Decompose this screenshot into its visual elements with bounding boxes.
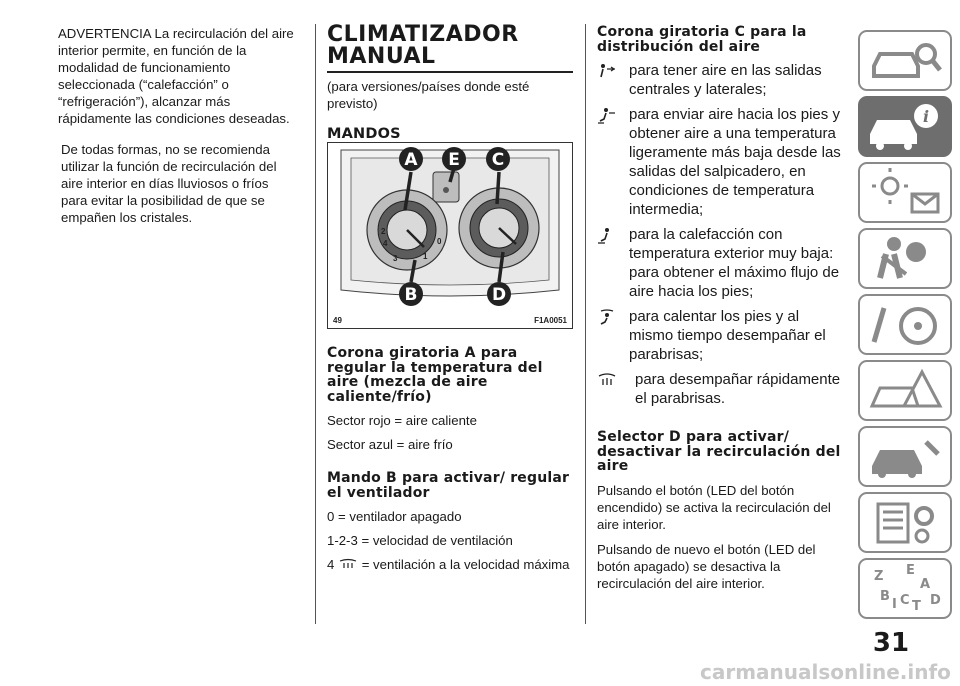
- svg-text:A: A: [920, 577, 931, 592]
- callout-e: E: [448, 150, 460, 170]
- list-item: para desempañar rápidamente el parabrisas.: [597, 370, 843, 408]
- recommendation-paragraph: De todas formas, no se recomienda utilizar la función de recirculación del aire interior en días lluviosos o fríos para evitar la posibilidad de que se empañen los cristales.: [61, 142, 277, 225]
- controls-figure: [327, 142, 573, 329]
- road-warning-icon: [860, 362, 950, 419]
- windshield-defrost-icon: [338, 558, 358, 570]
- tab-settings-list[interactable]: [858, 492, 952, 553]
- heading-corona-a: Corona giratoria A para regular la temperatura del aire (mezcla de aire caliente/frío): [327, 345, 543, 405]
- column-climatizador-body: [327, 346, 573, 573]
- section-heading-mandos: MANDOS: [327, 126, 401, 142]
- figure-number: 49: [333, 316, 342, 325]
- fan-speeds-text: 1-2-3 = velocidad de ventilación: [327, 533, 513, 548]
- list-item: para calentar los pies y al mismo tiempo desempañar el parabrisas;: [597, 307, 843, 364]
- car-repair-icon: [860, 428, 950, 485]
- climate-control-panel-illustration: [327, 142, 573, 329]
- recirculation-off-text: Pulsando de nuevo el botón (LED del botón apagado) se desactiva la recirculación del aire interior.: [597, 541, 816, 591]
- knob-label-2: 2: [381, 227, 386, 236]
- svg-text:D: D: [930, 593, 941, 608]
- car-info-icon: [860, 98, 950, 155]
- callout-b: B: [404, 285, 418, 305]
- fan-max-text: 4 = ventilación a la velocidad máxima: [327, 557, 570, 572]
- column-climatizador: [327, 24, 573, 142]
- svg-text:I: I: [892, 597, 897, 612]
- knob-label-0: 0: [437, 237, 442, 246]
- knob-label-1: 1: [423, 252, 428, 261]
- tab-road-warning[interactable]: [858, 360, 952, 421]
- alphabet-index-icon: [860, 560, 950, 617]
- fan-off-text: 0 = ventilador apagado: [327, 509, 462, 524]
- svg-text:C: C: [900, 593, 910, 608]
- warning-paragraph: ADVERTENCIA La recirculación del aire interior permite, en función de la modalidad de funcionamiento seleccionada (“calefacción” o “refrigeración”), alcanzar más rápidamente las condiciones deseadas.: [58, 26, 294, 126]
- heading-mando-b: Mando B para activar/ regular el ventilador: [327, 470, 570, 501]
- car-search-icon: [860, 32, 950, 89]
- tab-airbag-seatbelt[interactable]: [858, 228, 952, 289]
- column-distribution: [597, 25, 843, 592]
- title-subtitle: (para versiones/países donde esté previsto): [327, 79, 530, 111]
- face-feet-vent-icon: [597, 107, 617, 125]
- settings-list-icon: [860, 494, 950, 551]
- recirculation-on-text: Pulsando el botón (LED del botón encendido) se activa la recirculación del aire interior.: [597, 482, 831, 532]
- knob-label-4: 4: [383, 239, 388, 248]
- warning-lights-icon: [860, 164, 950, 221]
- title-underline: [327, 71, 573, 73]
- column-divider: [315, 24, 316, 624]
- column-divider: [585, 24, 586, 624]
- page-number: 31: [872, 628, 910, 658]
- svg-text:B: B: [880, 589, 890, 604]
- column-warning: [58, 25, 294, 226]
- steering-service-icon: [860, 296, 950, 353]
- tab-car-search[interactable]: [858, 30, 952, 91]
- feet-vent-icon: [597, 227, 617, 245]
- heading-selector-d: Selector D para activar/ desactivar la recirculación del aire: [597, 429, 841, 474]
- svg-text:Z: Z: [874, 569, 884, 584]
- feet-windshield-icon: [597, 309, 617, 327]
- watermark: carmanualsonline.info: [700, 660, 951, 684]
- tab-car-repair[interactable]: [858, 426, 952, 487]
- airbag-seatbelt-icon: [860, 230, 950, 287]
- face-vent-icon: [597, 63, 617, 81]
- svg-text:i: i: [922, 107, 930, 126]
- sector-azul-text: Sector azul = aire frío: [327, 437, 453, 452]
- windshield-defrost-icon: [597, 372, 617, 390]
- svg-text:E: E: [906, 563, 915, 578]
- tab-car-info[interactable]: [858, 96, 952, 157]
- knob-label-3: 3: [393, 254, 398, 263]
- callout-d: D: [491, 285, 507, 305]
- list-item: para la calefacción con temperatura exterior muy baja: para obtener el máximo flujo de aire hacia los pies;: [597, 225, 843, 301]
- callout-c: C: [491, 150, 505, 170]
- svg-text:T: T: [912, 599, 921, 614]
- list-item: para tener aire en las salidas centrales y laterales;: [597, 61, 843, 99]
- tab-alphabet-index[interactable]: [858, 558, 952, 619]
- distribution-list: [597, 61, 843, 408]
- list-item: para enviar aire hacia los pies y obtener aire a una temperatura ligeramente más baja desde las salidas del salpicadero, en condiciones de temperatura intermedia;: [597, 105, 843, 219]
- heading-corona-c: Corona giratoria C para la distribución del aire: [597, 24, 807, 55]
- callout-a: A: [404, 150, 418, 170]
- tab-steering-service[interactable]: [858, 294, 952, 355]
- tab-warning-lights[interactable]: [858, 162, 952, 223]
- sector-rojo-text: Sector rojo = aire caliente: [327, 413, 477, 428]
- page-title: CLIMATIZADOR MANUAL: [327, 22, 519, 69]
- figure-code: F1A0051: [534, 316, 567, 325]
